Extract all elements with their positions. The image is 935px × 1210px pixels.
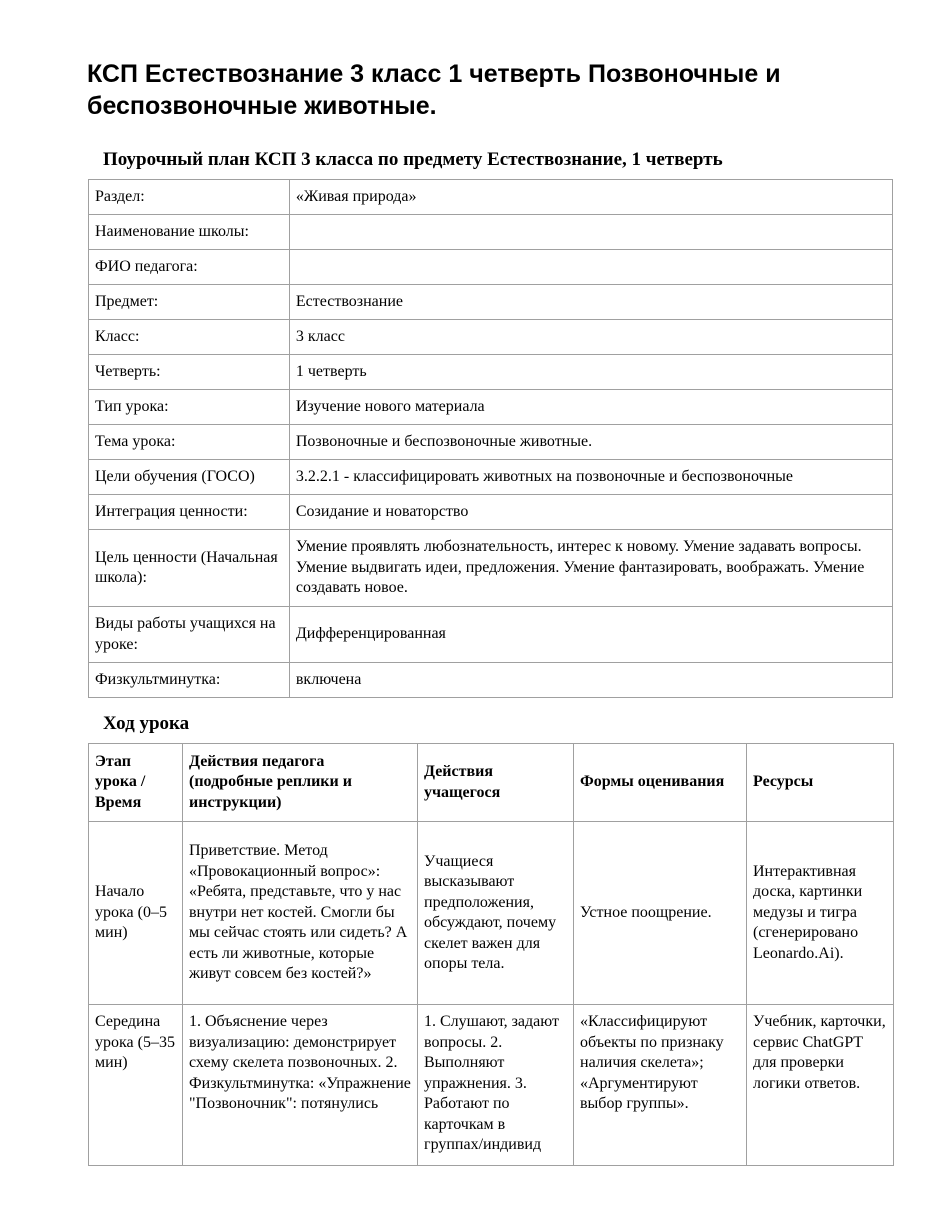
course-row-middle	[89, 1005, 894, 1166]
info-value: Созидание и новаторство	[289, 495, 892, 530]
assessment-cell: «Классифицируют объекты по признаку наличия скелета»; «Аргументируют выбор группы».	[574, 1005, 747, 1166]
info-value: 3 класс	[289, 320, 892, 355]
info-row-learning-goals	[89, 460, 893, 495]
column-header-assessment: Формы оценивания	[574, 744, 747, 822]
info-key: ФИО педагога:	[89, 250, 290, 285]
info-key: Цель ценности (Начальная школа):	[89, 530, 290, 607]
resources-cell: Учебник, карточки, сервис ChatGPT для проверки логики ответов.	[747, 1005, 894, 1166]
info-value: Изучение нового материала	[289, 390, 892, 425]
info-value: Позвоночные и беспозвоночные животные.	[289, 425, 892, 460]
column-header-teacher-actions: Действия педагога (подробные реплики и инструкции)	[183, 744, 418, 822]
info-row-work-types	[89, 607, 893, 663]
lesson-course-table	[88, 743, 894, 1166]
info-key: Тип урока:	[89, 390, 290, 425]
stage-cell: Середина урока (5–35 мин)	[89, 1005, 183, 1166]
info-value: «Живая природа»	[289, 180, 892, 215]
info-row-physical-break	[89, 663, 893, 698]
info-value: Дифференцированная	[289, 607, 892, 663]
info-key: Предмет:	[89, 285, 290, 320]
info-key: Класс:	[89, 320, 290, 355]
info-value: Умение проявлять любознательность, интерес к новому. Умение задавать вопросы. Умение выдвигать идеи, предложения. Умение фантазировать, воображать. Умение создавать новое.	[289, 530, 892, 607]
info-value	[289, 250, 892, 285]
info-key: Наименование школы:	[89, 215, 290, 250]
info-key: Физкультминутка:	[89, 663, 290, 698]
column-header-stage: Этап урока / Время	[89, 744, 183, 822]
info-value: 3.2.2.1 - классифицировать животных на позвоночные и беспозвоночные	[289, 460, 892, 495]
teacher-actions-text: 1. Объяснение через визуализацию: демонстрирует схему скелета позвоночных. 2. Физкультминутка: «Упражнение "Позвоночник": потянулись	[189, 1013, 411, 1112]
info-row-school	[89, 215, 893, 250]
info-row-quarter	[89, 355, 893, 390]
info-row-value-integration	[89, 495, 893, 530]
course-header-row	[89, 744, 894, 822]
student-actions-cell	[418, 1005, 574, 1166]
course-row-start	[89, 822, 894, 1005]
stage-cell: Начало урока (0–5 мин)	[89, 822, 183, 1005]
info-row-lesson-type	[89, 390, 893, 425]
lesson-info-table	[88, 179, 893, 698]
info-row-teacher	[89, 250, 893, 285]
info-key: Тема урока:	[89, 425, 290, 460]
info-row-section	[89, 180, 893, 215]
column-header-student-actions: Действия учащегося	[418, 744, 574, 822]
resources-cell: Интерактивная доска, картинки медузы и тигра (сгенерировано Leonardo.Ai).	[747, 822, 894, 1005]
course-heading: Ход урока	[103, 713, 190, 734]
teacher-actions-cell: Приветствие. Метод «Провокационный вопрос»: «Ребята, представьте, что у нас внутри нет костей. Смогли бы мы сейчас стоять или сидеть? А есть ли животные, которые живут совсем без костей?»	[183, 822, 418, 1005]
info-row-lesson-topic	[89, 425, 893, 460]
teacher-actions-cell	[183, 1005, 418, 1166]
info-key: Интеграция ценности:	[89, 495, 290, 530]
student-actions-cell: Учащиеся высказывают предположения, обсуждают, почему скелет важен для опоры тела.	[418, 822, 574, 1005]
info-value: 1 четверть	[289, 355, 892, 390]
info-row-grade	[89, 320, 893, 355]
info-value	[289, 215, 892, 250]
assessment-cell: Устное поощрение.	[574, 822, 747, 1005]
info-key: Раздел:	[89, 180, 290, 215]
column-header-resources: Ресурсы	[747, 744, 894, 822]
info-value: Естествознание	[289, 285, 892, 320]
info-row-value-goal	[89, 530, 893, 607]
document-title: КСП Естествознание 3 класс 1 четверть Позвоночные и беспозвоночные животные.	[87, 60, 781, 120]
info-value: включена	[289, 663, 892, 698]
info-key: Виды работы учащихся на уроке:	[89, 607, 290, 663]
info-key: Четверть:	[89, 355, 290, 390]
plan-heading: Поурочный план КСП 3 класса по предмету Естествознание, 1 четверть	[103, 149, 723, 170]
info-key: Цели обучения (ГОСО)	[89, 460, 290, 495]
info-row-subject	[89, 285, 893, 320]
student-actions-text: 1. Слушают, задают вопросы. 2. Выполняют упражнения. 3. Работают по карточкам в группах/индивид	[424, 1013, 560, 1153]
